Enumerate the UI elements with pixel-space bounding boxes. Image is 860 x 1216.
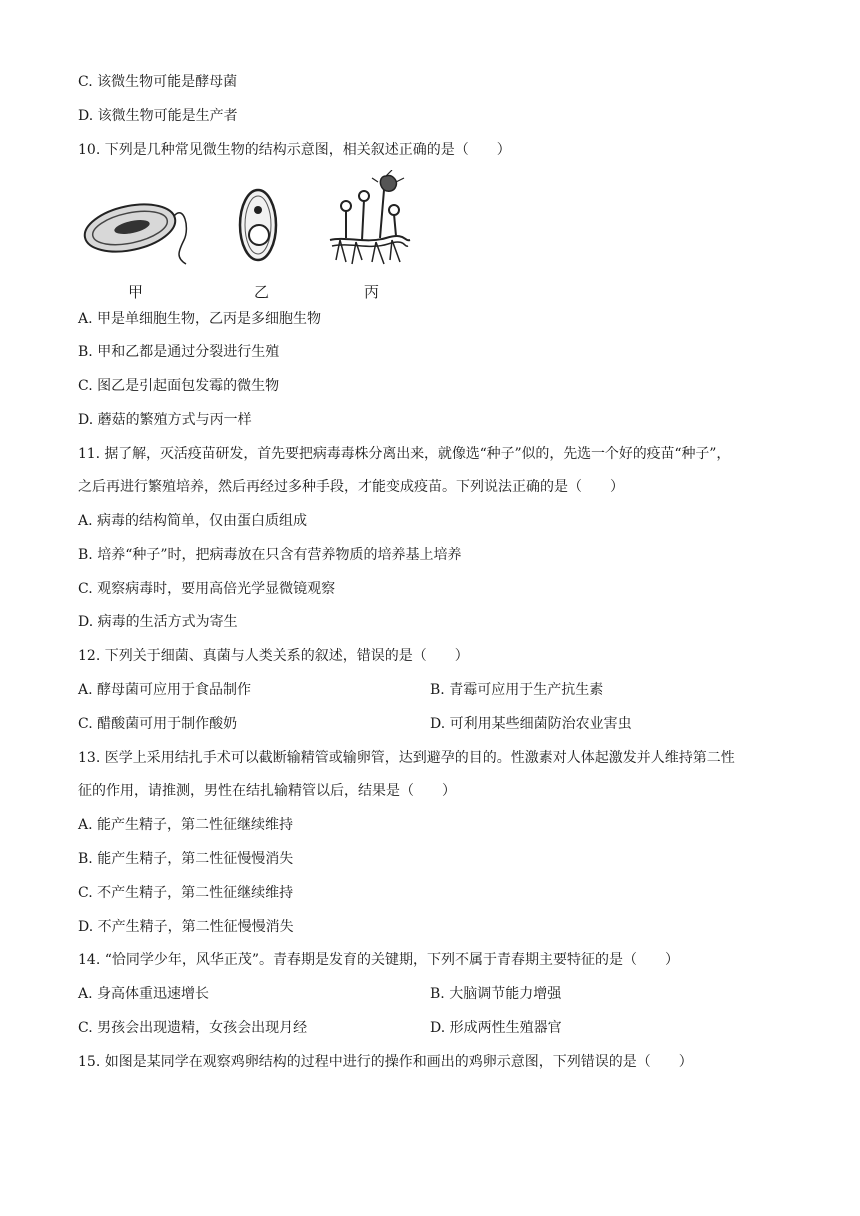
q11-option-c: C. 观察病毒时，要用高倍光学显微镜观察 xyxy=(78,581,336,597)
q14-stem: 14. “恰同学少年，风华正茂”。青春期是发育的关键期，下列不属于青春期主要特征的是（ ） xyxy=(78,952,680,968)
q13-option-b: B. 能产生精子，第二性征慢慢消失 xyxy=(78,851,294,867)
q12-option-a: A. 酵母菌可应用于食品制作 xyxy=(78,682,252,698)
q10-stem: 10. 下列是几种常见微生物的结构示意图，相关叙述正确的是（ ） xyxy=(78,142,511,158)
q12-option-d: D. 可利用某些细菌防治农业害虫 xyxy=(430,716,632,732)
bacterium-figure xyxy=(80,188,200,268)
q13-option-c: C. 不产生精子，第二性征继续维持 xyxy=(78,885,294,901)
figure-label-bing: 丙 xyxy=(364,283,380,301)
figure-label-jia: 甲 xyxy=(128,283,144,301)
q11-option-b: B. 培养“种子”时，把病毒放在只含有营养物质的培养基上培养 xyxy=(78,547,462,563)
q9-option-c: C. 该微生物可能是酵母菌 xyxy=(78,74,238,90)
q13-stem-line2: 征的作用，请推测，男性在结扎输精管以后，结果是（ ） xyxy=(78,783,456,799)
q13-stem-line1: 13. 医学上采用结扎手术可以截断输精管或输卵管，达到避孕的目的。性激素对人体起激发并人维持第二性 xyxy=(78,750,735,766)
q12-option-c: C. 醋酸菌可用于制作酸奶 xyxy=(78,716,238,732)
q10-option-a: A. 甲是单细胞生物，乙丙是多细胞生物 xyxy=(78,311,322,327)
q10-option-c: C. 图乙是引起面包发霉的微生物 xyxy=(78,378,280,394)
yeast-figure xyxy=(236,186,280,264)
mold-figure xyxy=(326,170,412,268)
q12-stem: 12. 下列关于细菌、真菌与人类关系的叙述，错误的是（ ） xyxy=(78,648,469,664)
q15-stem: 15. 如图是某同学在观察鸡卵结构的过程中进行的操作和画出的鸡卵示意图，下列错误的是（ ） xyxy=(78,1054,693,1070)
q11-option-a: A. 病毒的结构简单，仅由蛋白质组成 xyxy=(78,513,308,529)
q13-option-a: A. 能产生精子，第二性征继续维持 xyxy=(78,817,294,833)
q14-option-a: A. 身高体重迅速增长 xyxy=(78,986,210,1002)
q10-option-b: B. 甲和乙都是通过分裂进行生殖 xyxy=(78,344,280,360)
q12-option-b: B. 青霉可应用于生产抗生素 xyxy=(430,682,604,698)
q11-stem-line1: 11. 据了解，灭活疫苗研发，首先要把病毒毒株分离出来，就像选“种子”似的，先选一个好的疫苗“种子”， xyxy=(78,446,731,462)
figure-label-yi: 乙 xyxy=(254,283,270,301)
q9-option-d: D. 该微生物可能是生产者 xyxy=(78,108,238,124)
q13-option-d: D. 不产生精子，第二性征慢慢消失 xyxy=(78,919,294,935)
q11-option-d: D. 病毒的生活方式为寄生 xyxy=(78,614,238,630)
q10-option-d: D. 蘑菇的繁殖方式与丙一样 xyxy=(78,412,252,428)
q11-stem-line2: 之后再进行繁殖培养，然后再经过多种手段，才能变成疫苗。下列说法正确的是（ ） xyxy=(78,479,624,495)
q14-option-d: D. 形成两性生殖器官 xyxy=(430,1020,562,1036)
q14-option-b: B. 大脑调节能力增强 xyxy=(430,986,562,1002)
q14-option-c: C. 男孩会出现遗精，女孩会出现月经 xyxy=(78,1020,308,1036)
